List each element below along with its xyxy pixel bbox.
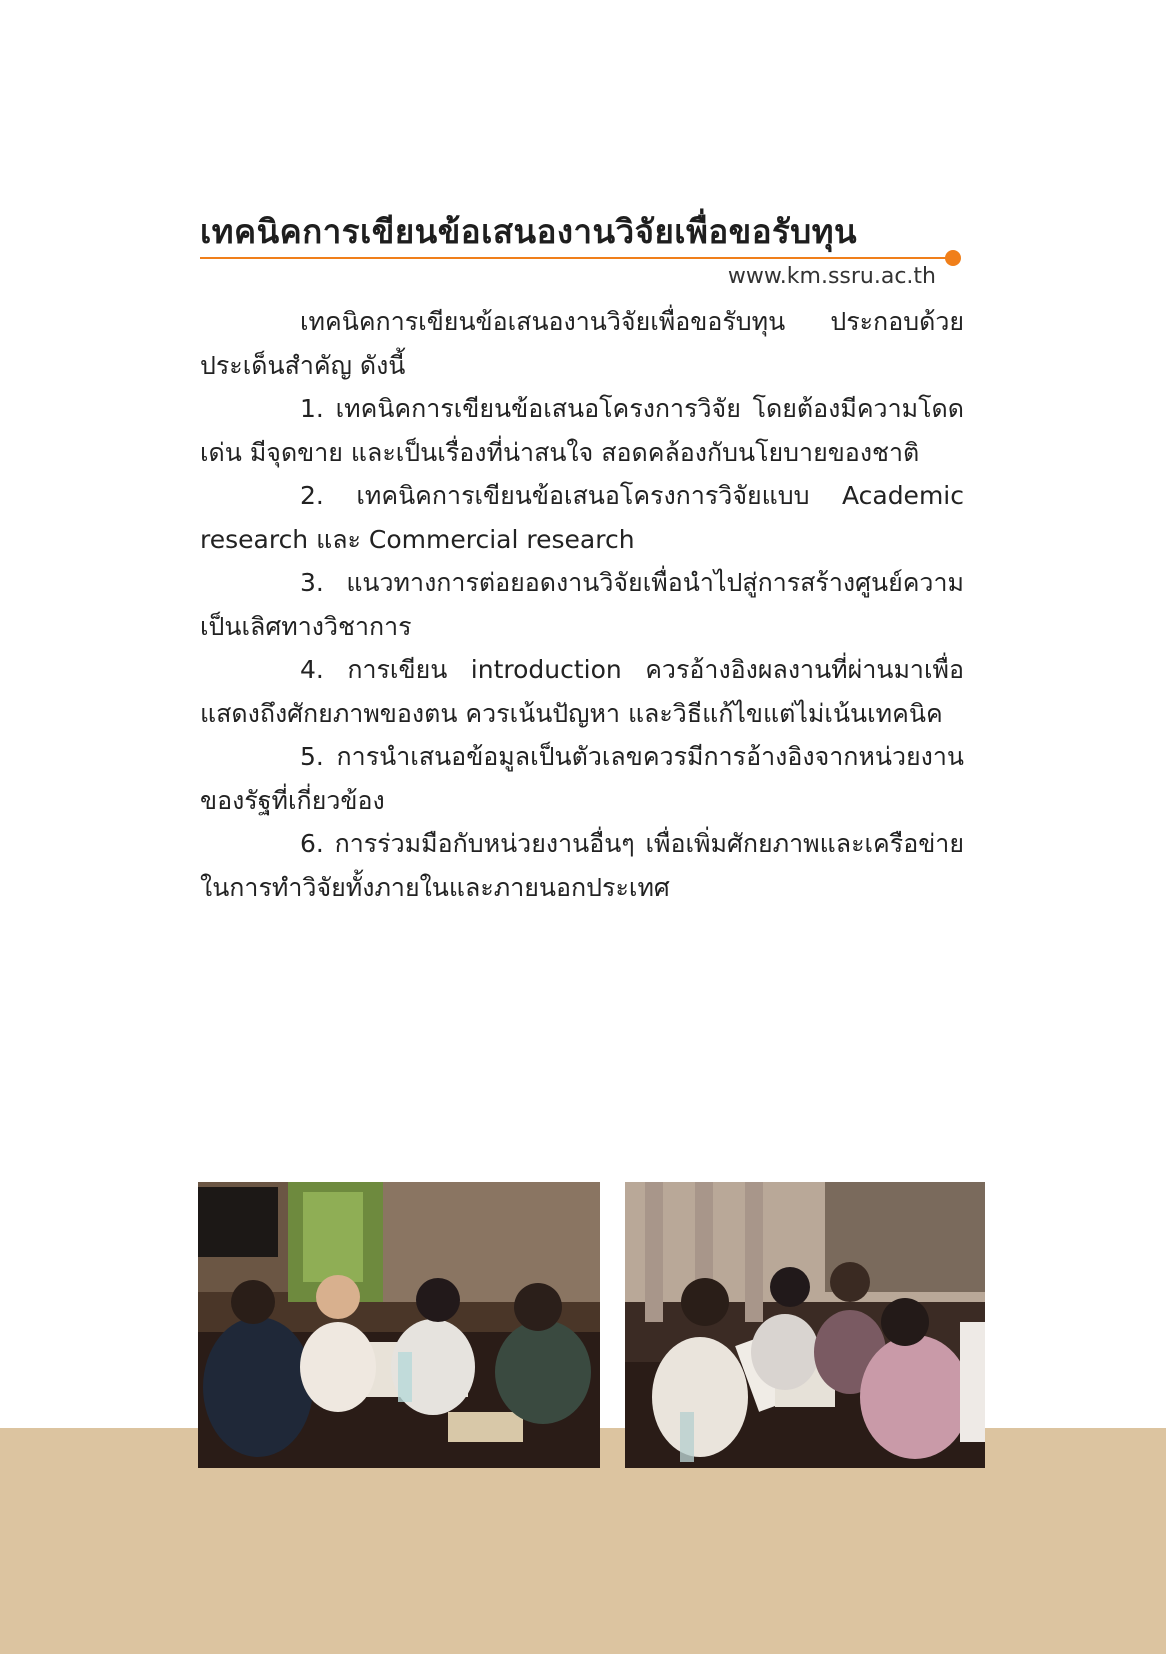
title-accent-dot xyxy=(945,250,961,266)
list-item-6: 6. การร่วมมือกับหน่วยงานอื่นๆ เพื่อเพิ่มศักยภาพและเครือข่ายในการทำวิจัยทั้งภายในและภายนอกประเทศ xyxy=(200,829,964,902)
seminar-photo-1 xyxy=(198,1182,600,1468)
list-item-1: 1. เทคนิคการเขียนข้อเสนอโครงการวิจัย โดยต้องมีความโดดเด่น มีจุดขาย และเป็นเรื่องที่น่าสนใจ สอดคล้องกับนโยบายของชาติ xyxy=(200,394,964,467)
intro-paragraph: เทคนิคการเขียนข้อเสนองานวิจัยเพื่อขอรับทุน ประกอบด้วยประเด็นสำคัญ ดังนี้ xyxy=(200,307,964,380)
article-body xyxy=(200,300,964,909)
seminar-photo-1-image xyxy=(198,1182,600,1468)
website-url: www.km.ssru.ac.th xyxy=(727,264,936,289)
list-item-5: 5. การนำเสนอข้อมูลเป็นตัวเลขควรมีการอ้างอิงจากหน่วยงานของรัฐที่เกี่ยวข้อง xyxy=(200,742,964,815)
seminar-photo-2 xyxy=(625,1182,985,1468)
page-title: เทคนิคการเขียนข้อเสนองานวิจัยเพื่อขอรับทุน xyxy=(200,212,858,251)
list-item-2: 2. เทคนิคการเขียนข้อเสนอโครงการวิจัยแบบ Academic research และ Commercial research xyxy=(200,481,964,554)
title-underline xyxy=(200,257,952,259)
seminar-photo-2-image xyxy=(625,1182,985,1468)
list-item-3: 3. แนวทางการต่อยอดงานวิจัยเพื่อนำไปสู่การสร้างศูนย์ความเป็นเลิศทางวิชาการ xyxy=(200,568,964,641)
list-item-4: 4. การเขียน introduction ควรอ้างอิงผลงานที่ผ่านมาเพื่อแสดงถึงศักยภาพของตน ควรเน้นปัญหา และวิธีแก้ไขแต่ไม่เน้นเทคนิค xyxy=(200,655,964,728)
